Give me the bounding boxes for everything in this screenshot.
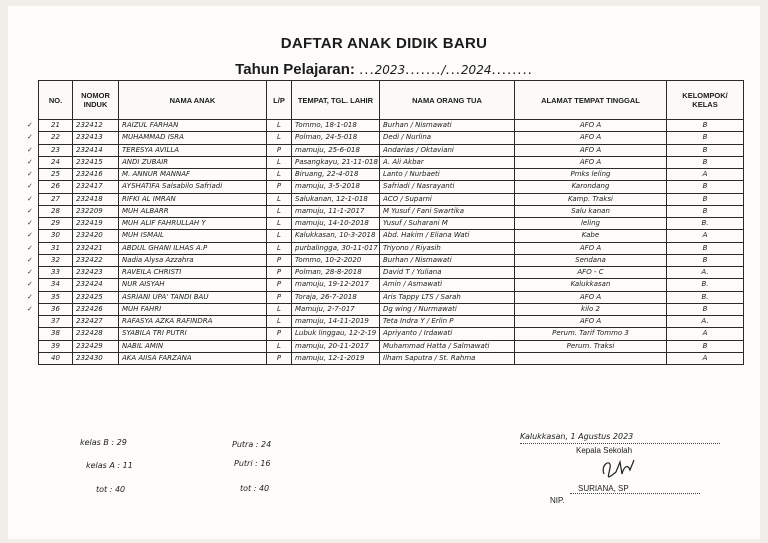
cell-alamat: AFO A — [515, 132, 667, 144]
cell-kelompok: B — [667, 242, 744, 254]
cell-ttl: Tommo, 18-1-018 — [292, 120, 380, 132]
checkmark-icon: ✓ — [27, 231, 33, 240]
row-number: 22 — [51, 133, 60, 142]
cell-kelompok: B. — [667, 218, 744, 230]
cell-no: 38 — [39, 328, 73, 340]
cell-alamat: AFO A — [515, 156, 667, 168]
cell-ttl: Polman, 24-5-018 — [292, 132, 380, 144]
cell-orang-tua: Dedi / Nurlina — [380, 132, 515, 144]
cell-nomor-induk: 232416 — [73, 169, 119, 181]
cell-kelompok: B — [667, 144, 744, 156]
cell-alamat: AFO A — [515, 316, 667, 328]
place-date: Kalukkasan, 1 Agustus 2023 — [520, 432, 634, 441]
cell-ttl: Kalukkasan, 10-3-2018 — [292, 230, 380, 242]
table-row — [39, 230, 744, 242]
checkmark-icon: ✓ — [27, 243, 33, 252]
cell-lp: L — [267, 230, 292, 242]
cell-lp: P — [267, 328, 292, 340]
cell-lp: L — [267, 205, 292, 217]
cell-kelompok: B — [667, 120, 744, 132]
cell-ttl: mamuju, 14-10-2018 — [292, 218, 380, 230]
table-row — [39, 316, 744, 328]
count-putra: Putra : 24 — [232, 440, 272, 449]
checkmark-icon: ✓ — [27, 280, 33, 289]
cell-nomor-induk: 232426 — [73, 303, 119, 315]
cell-ttl: purbalingga, 30-11-017 — [292, 242, 380, 254]
checkmark-icon: ✓ — [27, 206, 33, 215]
cell-lp: L — [267, 156, 292, 168]
cell-nomor-induk: 232419 — [73, 218, 119, 230]
cell-lp: P — [267, 254, 292, 266]
cell-lp: L — [267, 218, 292, 230]
cell-alamat: Sendana — [515, 254, 667, 266]
cell-ttl: Mamuju, 2-7-017 — [292, 303, 380, 315]
cell-no — [27, 144, 73, 156]
signature-label: Kepala Sekolah — [576, 446, 633, 455]
cell-no: 40 — [39, 352, 73, 364]
cell-lp: L — [267, 132, 292, 144]
cell-alamat — [515, 352, 667, 364]
cell-no — [27, 181, 73, 193]
cell-orang-tua: Amin / Asmawati — [380, 279, 515, 291]
cell-ttl: Pasangkayu, 21-11-018 — [292, 156, 380, 168]
academic-year-line: Tahun Pelajaran: ...2023......./...2024........ — [235, 61, 533, 78]
cell-alamat: Kabe — [515, 230, 667, 242]
row-number: 31 — [51, 243, 60, 252]
checkmark-icon: ✓ — [27, 268, 33, 277]
header-alamat: ALAMAT TEMPAT TINGGAL — [515, 81, 667, 120]
row-number: 21 — [51, 121, 60, 130]
cell-nomor-induk: 232425 — [73, 291, 119, 303]
cell-alamat: Kamp. Traksi — [515, 193, 667, 205]
cell-no — [27, 193, 73, 205]
table-row — [39, 328, 744, 340]
cell-no: 39 — [39, 340, 73, 352]
count-total-right: tot : 40 — [240, 484, 270, 493]
cell-nomor-induk: 232421 — [73, 242, 119, 254]
checkmark-icon: ✓ — [27, 255, 33, 264]
cell-nama-anak: RIFKI AL IMRAN — [119, 193, 267, 205]
cell-orang-tua: Apriyanto / Irdawati — [380, 328, 515, 340]
checkmark-icon: ✓ — [27, 145, 33, 154]
cell-nama-anak: ABDUL GHANI ILHAS A.P — [119, 242, 267, 254]
row-number: 33 — [51, 268, 60, 277]
cell-orang-tua: Dg wing / Nurmawati — [380, 303, 515, 315]
checkmark-icon: ✓ — [27, 170, 33, 179]
cell-ttl: mamuju, 3-5-2018 — [292, 181, 380, 193]
cell-lp: P — [267, 144, 292, 156]
cell-nomor-induk: 232430 — [73, 352, 119, 364]
cell-alamat: Karondang — [515, 181, 667, 193]
table-body — [27, 120, 744, 365]
cell-ttl: Salukanan, 12-1-018 — [292, 193, 380, 205]
header-ttl: TEMPAT, TGL. LAHIR — [292, 81, 380, 120]
cell-nama-anak: NABIL AMIN — [119, 340, 267, 352]
cell-orang-tua: Safriadi / Nasrayanti — [380, 181, 515, 193]
cell-nama-anak: MUH ALBARR — [119, 205, 267, 217]
checkmark-icon: ✓ — [27, 133, 33, 142]
cell-nama-anak: MUH ALIF FAHRULLAH Y — [119, 218, 267, 230]
cell-ttl: mamuju, 11-1-2017 — [292, 205, 380, 217]
student-register-table — [27, 80, 744, 365]
cell-alamat: Perum. Tarif Tommo 3 — [515, 328, 667, 340]
cell-nama-anak: AYSHATIFA Salsabilo Safriadi — [119, 181, 267, 193]
cell-kelompok: A. — [667, 267, 744, 279]
table-row — [39, 144, 744, 156]
cell-alamat: AFO - C — [515, 267, 667, 279]
cell-no — [27, 120, 73, 132]
cell-ttl: Lubuk linggau, 12-2-19 — [292, 328, 380, 340]
cell-no: 37 — [39, 316, 73, 328]
cell-orang-tua: Ilham Saputra / St. Rahma — [380, 352, 515, 364]
row-number: 27 — [51, 194, 60, 203]
cell-orang-tua: Aris Tappy LTS / Sarah — [380, 291, 515, 303]
cell-nama-anak: MUH ISMAIL — [119, 230, 267, 242]
cell-orang-tua: Lanto / Nurbaeti — [380, 169, 515, 181]
table-row — [39, 279, 744, 291]
cell-ttl: mamuju, 25-6-018 — [292, 144, 380, 156]
row-number: 23 — [51, 145, 60, 154]
cell-no — [27, 242, 73, 254]
cell-orang-tua: Andarias / Oktaviani — [380, 144, 515, 156]
table-row — [39, 181, 744, 193]
cell-lp: P — [267, 291, 292, 303]
cell-nama-anak: AKA AIISA FARZANA — [119, 352, 267, 364]
cell-nama-anak: ASRIANI UPA' TANDI BAU — [119, 291, 267, 303]
checkmark-icon: ✓ — [27, 194, 33, 203]
cell-lp: L — [267, 193, 292, 205]
count-kelas-b: kelas B : 29 — [80, 438, 127, 447]
cell-no — [27, 303, 73, 315]
row-number: 35 — [51, 292, 60, 301]
cell-kelompok: B — [667, 254, 744, 266]
cell-orang-tua: A. Ali Akbar — [380, 156, 515, 168]
table-row — [39, 267, 744, 279]
cell-alamat: Kalukkasan — [515, 279, 667, 291]
cell-nomor-induk: 232414 — [73, 144, 119, 156]
academic-year-separator: / — [441, 63, 446, 77]
cell-kelompok: B — [667, 205, 744, 217]
cell-ttl: mamuju, 12-1-2019 — [292, 352, 380, 364]
page-title: DAFTAR ANAK DIDIK BARU — [280, 35, 488, 52]
header-orang-tua: NAMA ORANG TUA — [380, 81, 515, 120]
cell-lp: L — [267, 316, 292, 328]
cell-nama-anak: MUHAMMAD ISRA — [119, 132, 267, 144]
checkmark-icon: ✓ — [27, 157, 33, 166]
cell-no — [27, 279, 73, 291]
row-number: 30 — [51, 231, 60, 240]
cell-alamat: Salu kanan — [515, 205, 667, 217]
cell-ttl: mamuju, 19-12-2017 — [292, 279, 380, 291]
table-row — [39, 156, 744, 168]
header-kelompok: KELOMPOK/ KELAS — [667, 81, 744, 120]
table-header-row — [39, 81, 744, 120]
cell-kelompok: A — [667, 328, 744, 340]
cell-alamat: Pmks leling — [515, 169, 667, 181]
cell-nama-anak: Nadia Alysa Azzahra — [119, 254, 267, 266]
cell-orang-tua: M Yusuf / Fani Swartika — [380, 205, 515, 217]
table-row — [39, 205, 744, 217]
cell-nomor-induk: 232427 — [73, 316, 119, 328]
cell-alamat: Perum. Traksi — [515, 340, 667, 352]
cell-orang-tua: Triyono / Riyasih — [380, 242, 515, 254]
cell-ttl: Polman, 28-8-2018 — [292, 267, 380, 279]
cell-no — [27, 230, 73, 242]
cell-lp: P — [267, 181, 292, 193]
table-row — [39, 291, 744, 303]
cell-nomor-induk: 232418 — [73, 193, 119, 205]
cell-ttl: Toraja, 26-7-2018 — [292, 291, 380, 303]
cell-alamat: kilo 2 — [515, 303, 667, 315]
cell-kelompok: B — [667, 340, 744, 352]
cell-kelompok: A — [667, 352, 744, 364]
row-number: 29 — [51, 219, 60, 228]
cell-nomor-induk: 232413 — [73, 132, 119, 144]
cell-alamat: leling — [515, 218, 667, 230]
cell-nama-anak: RAVEILA CHRISTI — [119, 267, 267, 279]
cell-no — [27, 169, 73, 181]
cell-alamat: AFO A — [515, 144, 667, 156]
cell-nomor-induk: 232417 — [73, 181, 119, 193]
count-putri: Putri : 16 — [234, 459, 271, 468]
row-number: 32 — [51, 255, 60, 264]
cell-alamat: AFO A — [515, 291, 667, 303]
cell-nomor-induk: 232209 — [73, 205, 119, 217]
row-number: 28 — [51, 206, 60, 215]
row-number: 26 — [51, 182, 60, 191]
cell-lp: P — [267, 279, 292, 291]
signatory-nip: NIP. — [550, 496, 565, 505]
cell-kelompok: B. — [667, 279, 744, 291]
cell-no — [27, 267, 73, 279]
row-number: 34 — [51, 280, 60, 289]
cell-nomor-induk: 232423 — [73, 267, 119, 279]
cell-lp: L — [267, 340, 292, 352]
cell-no — [27, 156, 73, 168]
academic-year-start: 2023 — [374, 63, 406, 77]
table-row — [39, 132, 744, 144]
cell-orang-tua: Teta Indra Y / Erlin P — [380, 316, 515, 328]
row-number: 36 — [51, 304, 60, 313]
cell-ttl: mamuju, 14-11-2019 — [292, 316, 380, 328]
cell-orang-tua: Muhammad Hatta / Salmawati — [380, 340, 515, 352]
checkmark-icon: ✓ — [27, 219, 33, 228]
cell-nomor-induk: 232422 — [73, 254, 119, 266]
cell-kelompok: B — [667, 156, 744, 168]
cell-ttl: Tommo, 10-2-2020 — [292, 254, 380, 266]
cell-nama-anak: ANDI ZUBAIR — [119, 156, 267, 168]
table-row — [39, 352, 744, 364]
row-number: 24 — [51, 157, 60, 166]
cell-no — [27, 218, 73, 230]
cell-lp: P — [267, 352, 292, 364]
cell-nomor-induk: 232420 — [73, 230, 119, 242]
cell-orang-tua: David T / Yuliana — [380, 267, 515, 279]
checkmark-icon: ✓ — [27, 182, 33, 191]
cell-nama-anak: M. ANNUR MANNAF — [119, 169, 267, 181]
cell-nomor-induk: 232429 — [73, 340, 119, 352]
table-row — [39, 120, 744, 132]
count-total-left: tot : 40 — [96, 485, 126, 494]
cell-kelompok: B — [667, 132, 744, 144]
academic-year-end: 2024 — [460, 63, 492, 77]
cell-no — [27, 205, 73, 217]
header-nomor-induk: NOMOR INDUK — [73, 81, 119, 120]
cell-no — [27, 291, 73, 303]
cell-lp: L — [267, 303, 292, 315]
table-row — [39, 218, 744, 230]
cell-nama-anak: MUH FAHRI — [119, 303, 267, 315]
cell-orang-tua: Burhan / Nismawati — [380, 254, 515, 266]
cell-lp: L — [267, 242, 292, 254]
cell-orang-tua: Yusuf / Suharani M — [380, 218, 515, 230]
cell-orang-tua: Burhan / Nismawati — [380, 120, 515, 132]
signatory-name: SURIANA, SP — [578, 484, 629, 493]
cell-nama-anak: RAFASYA AZKA RAFINDRA — [119, 316, 267, 328]
header-no: NO. — [39, 81, 73, 120]
cell-orang-tua: ACO / Suparni — [380, 193, 515, 205]
row-number: 25 — [51, 170, 60, 179]
academic-year-label: Tahun Pelajaran: — [235, 61, 355, 78]
cell-nomor-induk: 232428 — [73, 328, 119, 340]
cell-kelompok: B — [667, 181, 744, 193]
cell-nama-anak: SYABILA TRI PUTRI — [119, 328, 267, 340]
cell-no — [27, 254, 73, 266]
cell-kelompok: B. — [667, 291, 744, 303]
cell-alamat: AFO A — [515, 242, 667, 254]
checkmark-icon: ✓ — [27, 304, 33, 313]
cell-no — [27, 132, 73, 144]
table-row — [39, 254, 744, 266]
signature-scribble-icon — [598, 456, 642, 482]
table-row — [39, 303, 744, 315]
cell-kelompok: A — [667, 230, 744, 242]
cell-nomor-induk: 232424 — [73, 279, 119, 291]
table-row — [39, 193, 744, 205]
cell-kelompok: B — [667, 193, 744, 205]
header-lp: L/P — [267, 81, 292, 120]
table-row — [39, 340, 744, 352]
cell-kelompok: A. — [667, 316, 744, 328]
cell-lp: P — [267, 267, 292, 279]
cell-orang-tua: Abd. Hakim / Eliana Wati — [380, 230, 515, 242]
table-row — [39, 169, 744, 181]
cell-nomor-induk: 232415 — [73, 156, 119, 168]
checkmark-icon: ✓ — [27, 292, 33, 301]
count-kelas-a: kelas A : 11 — [86, 461, 133, 470]
cell-nama-anak: RAIZUL FARHAN — [119, 120, 267, 132]
table-row — [39, 242, 744, 254]
header-nama-anak: NAMA ANAK — [119, 81, 267, 120]
cell-ttl: Biruang, 22-4-018 — [292, 169, 380, 181]
cell-kelompok: A — [667, 169, 744, 181]
cell-nama-anak: TERESYA AVILLA — [119, 144, 267, 156]
cell-alamat: AFO A — [515, 120, 667, 132]
cell-nomor-induk: 232412 — [73, 120, 119, 132]
cell-nama-anak: NUR AISYAH — [119, 279, 267, 291]
cell-lp: L — [267, 169, 292, 181]
cell-lp: L — [267, 120, 292, 132]
cell-kelompok: B — [667, 303, 744, 315]
cell-ttl: mamuju, 20-11-2017 — [292, 340, 380, 352]
checkmark-icon: ✓ — [27, 121, 33, 130]
